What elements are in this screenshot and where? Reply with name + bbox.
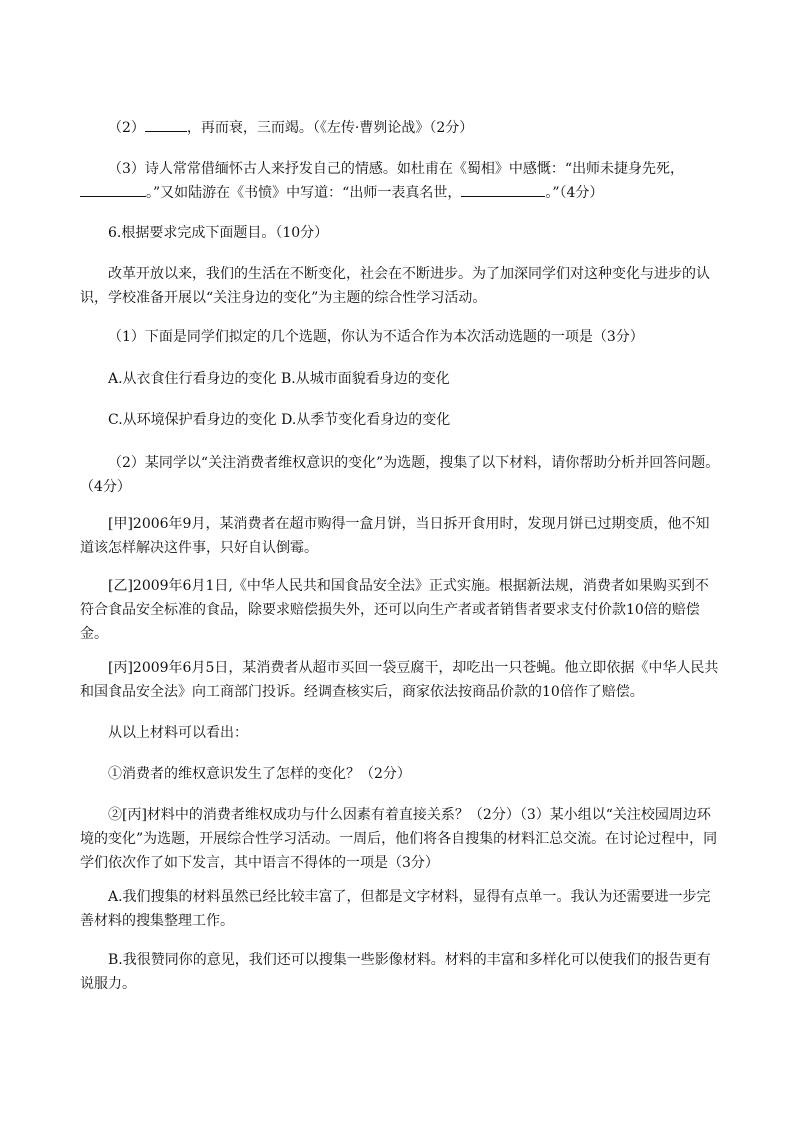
question-6-2-stem: （2）某同学以“关注消费者维权意识的变化”为选题，搜集了以下材料，请你帮助分析并回答问题。（4分） xyxy=(80,455,720,495)
question-5-2-pre: （2） xyxy=(108,120,145,136)
question-6-3-option-b: B.我很赞同你的意见，我们还可以搜集一些影像材料。材料的丰富和多样化可以使我们的报告更有说服力。 xyxy=(80,952,711,992)
question-5-3-mid: 。”又如陆游在《书愤》中写道：“出师一表真名世， xyxy=(146,185,462,201)
material-yi: [乙]2009年6月1日,《中华人民共和国食品安全法》正式实施。根据新法规，消费者如果购买到不符合食品安全标准的食品，除要求赔偿损失外，还可以向生产者或者销售者要求支付价款10倍的赔偿金。 xyxy=(80,578,709,642)
question-6-1-options-cd: C.从环境保护看身边的变化 D.从季节变化看身边的变化 xyxy=(108,412,451,428)
question-5-2-post: ，再而衰，三而竭。（《左传·曹刿论战》（2分） xyxy=(186,120,474,136)
answer-blank[interactable] xyxy=(80,182,146,197)
answer-blank[interactable] xyxy=(461,182,545,197)
question-5-2 xyxy=(80,116,720,140)
question-6-2-sub1: ①消费者的维权意识发生了怎样的变化？（2分） xyxy=(108,766,411,782)
material-jia: [甲]2006年9月，某消费者在超市购得一盒月饼，当日拆开食用时，发现月饼已过期变质，他不知道该怎样解决这件事，只好自认倒霉。 xyxy=(80,516,710,556)
answer-blank[interactable] xyxy=(145,117,187,132)
question-6-1-stem: （1）下面是同学们拟定的几个选题，你认为不适合作为本次活动选题的一项是（3分） xyxy=(108,329,644,345)
question-6-title: 6.根据要求完成下面题目。（10分） xyxy=(108,225,329,241)
question-5-3-post: 。”（4分） xyxy=(545,185,604,201)
question-6-intro: 改革开放以来，我们的生活在不断变化，社会在不断进步。为了加深同学们对这种变化与进步的认识，学校准备开展以“关注身边的变化”为主题的综合性学习活动。 xyxy=(80,266,710,306)
question-5-3-pre: （3）诗人常常借缅怀古人来抒发自己的情感。如杜甫在《蜀相》中感慨：“出师未捷身先死， xyxy=(108,161,685,177)
question-5-3 xyxy=(80,157,720,205)
materials-lead: 从以上材料可以看出： xyxy=(108,725,248,741)
material-bing: [丙]2009年6月5日，某消费者从超市买回一袋豆腐干，却吃出一只苍蝇。他立即依据《中华人民共和国食品安全法》向工商部门投诉。经调查核实后，商家依法按商品价款的10倍作了赔偿。 xyxy=(80,660,719,700)
question-6-1-options-ab: A.从衣食住行看身边的变化 B.从城市面貌看身边的变化 xyxy=(108,371,450,387)
question-6-2-sub2-and-6-3-stem: ②[丙]材料中的消费者维权成功与什么因素有着直接关系？（2分）（3）某小组以“关注校园周边环境的变化”为选题，开展综合性学习活动。一周后，他们将各自搜集的材料汇总交流。在讨论过程中，同学们依次作了如下发言，其中语言不得体的一项是（3分） xyxy=(80,807,718,871)
question-6-3-option-a: A.我们搜集的材料虽然已经比较丰富了，但都是文字材料，显得有点单一。我认为还需要进一步完善材料的搜集整理工作。 xyxy=(80,889,711,929)
